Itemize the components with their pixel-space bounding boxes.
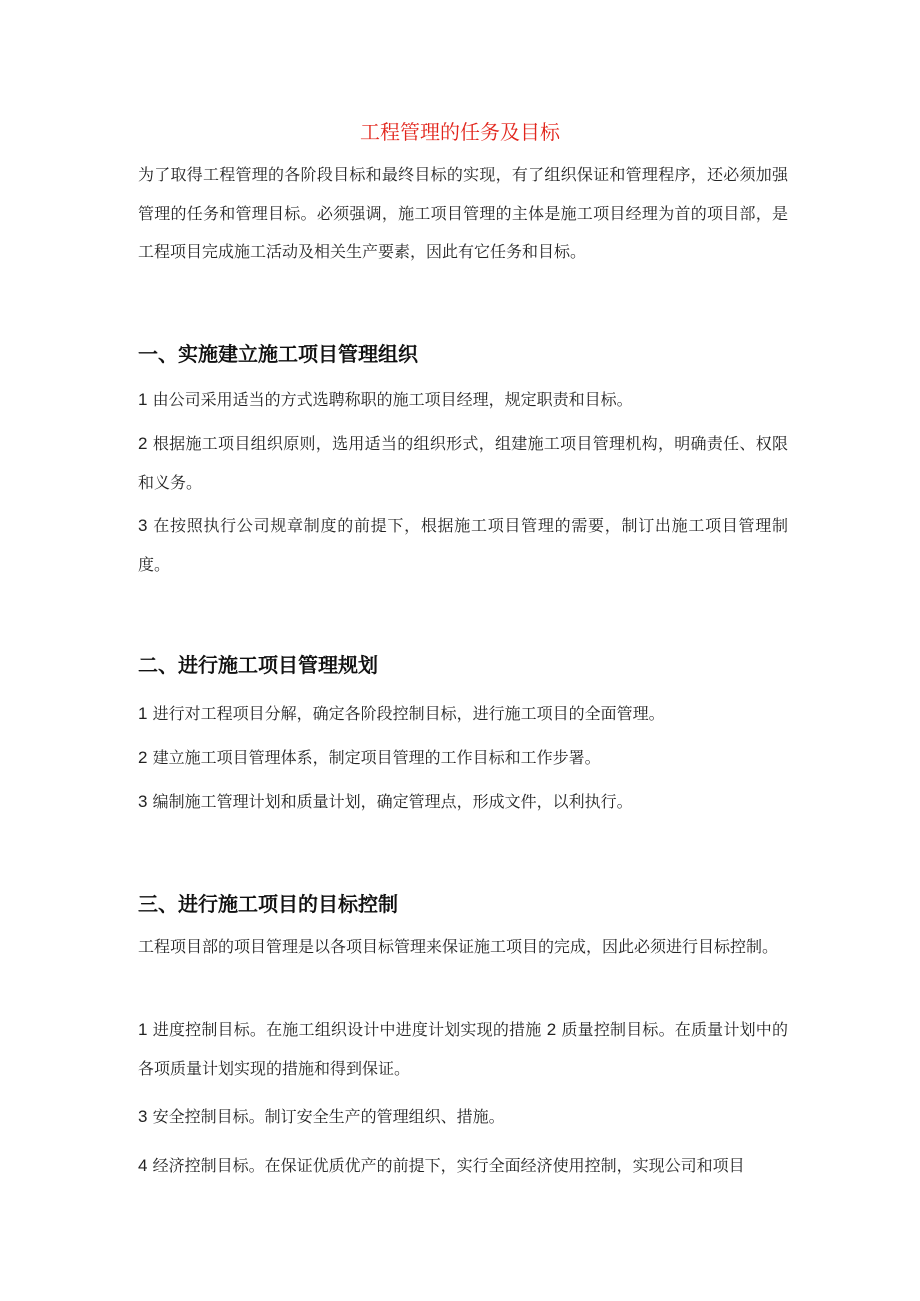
item-text: 编制施工管理计划和质量计划，确定管理点，形成文件，以利执行。: [152, 792, 633, 811]
item-text: 根据施工项目组织原则，选用适当的组织形式，组建施工项目管理机构，明确责任、权限和义务。: [138, 434, 788, 492]
item-text: 建立施工项目管理体系，制定项目管理的工作目标和工作步署。: [152, 748, 601, 767]
item-number: 2: [546, 1020, 557, 1039]
item-number: 2: [138, 748, 148, 767]
item-text: 进度控制目标。在施工组织设计中进度计划实现的措施: [152, 1020, 542, 1039]
item-number: 1: [138, 1020, 148, 1039]
section-3-item-1-2: [138, 1011, 788, 1088]
item-number: 1: [138, 704, 148, 723]
section-1-item-1: [138, 381, 788, 420]
item-number: 3: [138, 792, 148, 811]
section-1-heading: 一、实施建立施工项目管理组织: [138, 342, 418, 366]
document-title: 工程管理的任务及目标: [360, 120, 560, 144]
section-2-item-2: [138, 739, 788, 778]
section-2-item-1: [138, 695, 788, 734]
section-3-item-3: [138, 1098, 788, 1137]
item-text: 经济控制目标。在保证优质优产的前提下，实行全面经济使用控制，实现公司和项目: [152, 1156, 745, 1175]
item-number: 4: [138, 1156, 148, 1175]
section-1-item-3: [138, 507, 788, 584]
item-number: 2: [138, 434, 148, 453]
item-text: 由公司采用适当的方式选聘称职的施工项目经理，规定职责和目标。: [152, 390, 633, 409]
item-text: 进行对工程项目分解，确定各阶段控制目标，进行施工项目的全面管理。: [152, 704, 665, 723]
item-number: 3: [138, 1107, 148, 1126]
section-3-item-4: [138, 1147, 788, 1186]
item-text: 质量控制目标。在质量计划中的各项质量计划实现的措施和得到保证。: [138, 1020, 788, 1078]
item-text: 在按照执行公司规章制度的前提下，根据施工项目管理的需要，制订出施工项目管理制度。: [138, 516, 788, 574]
section-2-heading: 二、进行施工项目管理规划: [138, 653, 378, 677]
section-2-item-3: [138, 783, 788, 822]
section-3-heading: 三、进行施工项目的目标控制: [138, 892, 398, 916]
item-number: 1: [138, 390, 148, 409]
section-1-item-2: [138, 425, 788, 502]
item-number: 3: [138, 516, 148, 535]
intro-paragraph: 为了取得工程管理的各阶段目标和最终目标的实现，有了组织保证和管理程序，还必须加强管理的任务和管理目标。必须强调，施工项目管理的主体是施工项目经理为首的项目部，是工程项目完成施工活动及相关生产要素，因此有它任务和目标。: [138, 165, 788, 261]
item-text: 安全控制目标。制订安全生产的管理组织、措施。: [152, 1107, 505, 1126]
section-3-intro: 工程项目部的项目管理是以各项目标管理来保证施工项目的完成，因此必须进行目标控制。: [138, 937, 779, 956]
